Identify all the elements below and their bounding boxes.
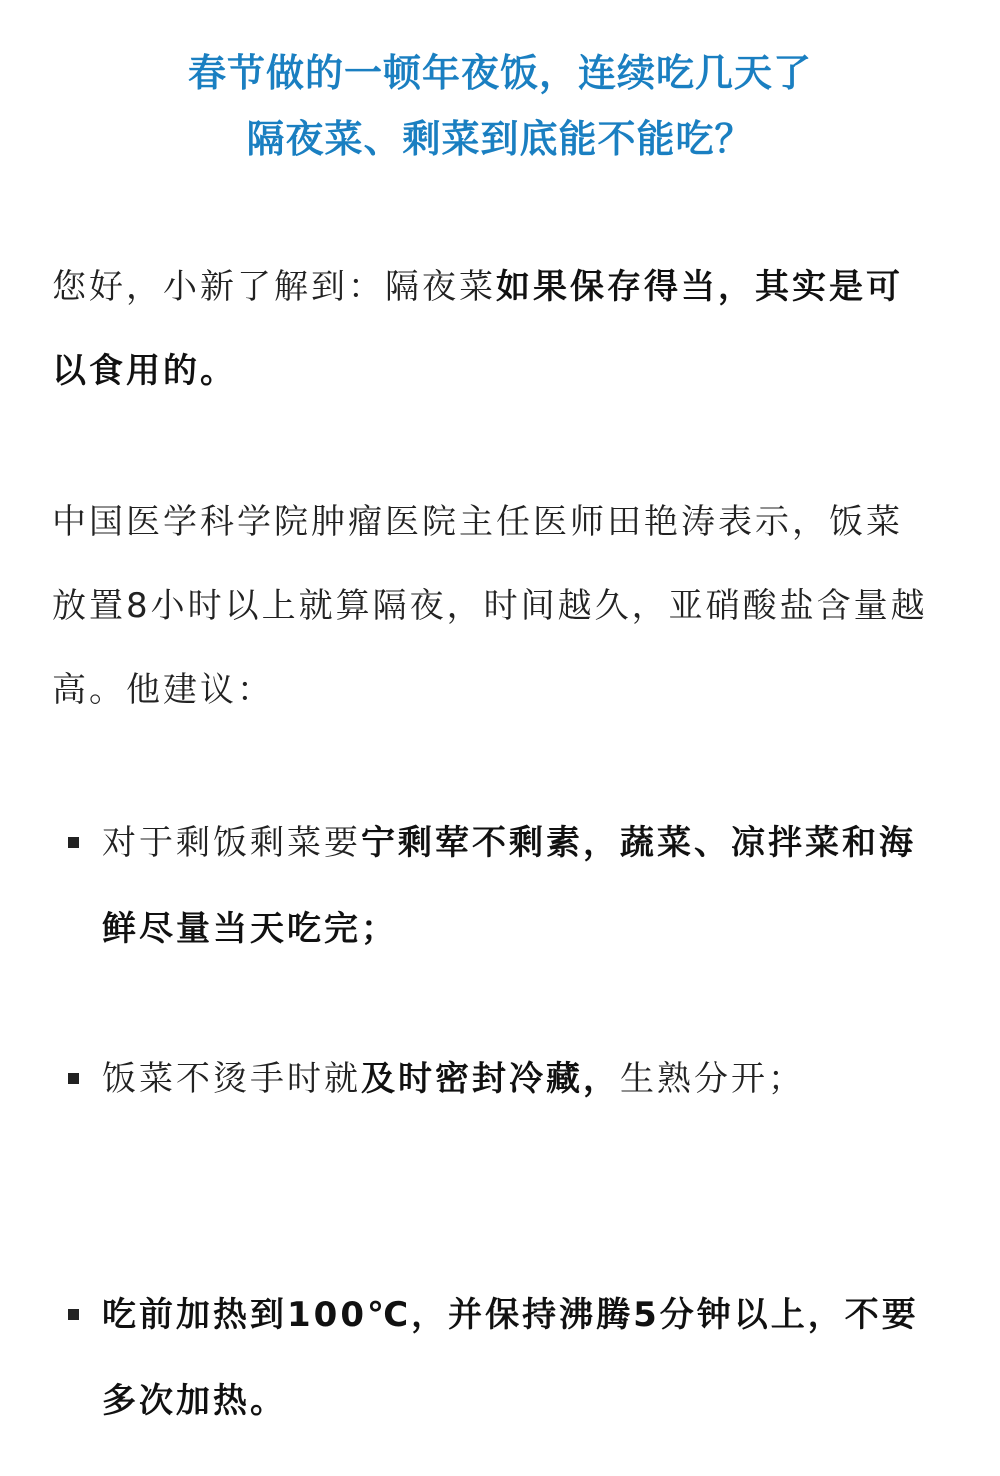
expert-text: 中国医学科学院肿瘤医院主任医师田艳涛表示，饭菜放置8小时以上就算隔夜，时间越久，亚硝酸盐含量越高。他建议：	[52, 502, 928, 710]
suggestion-item-3	[52, 1272, 932, 1444]
suggestion-3-bold: 吃前加热到100℃，并保持沸腾5分钟以上，不要多次加热。	[102, 1295, 919, 1421]
title-line-1: 春节做的一顿年夜饭，连续吃几天了	[187, 51, 812, 95]
intro-paragraph	[52, 245, 932, 413]
suggestion-item-1	[52, 800, 932, 972]
article-title	[0, 40, 1000, 172]
suggestion-item-2	[52, 1036, 932, 1122]
intro-bold-text: 如果保存得当，其实是可以食用的。	[52, 267, 903, 391]
square-bullet-icon	[68, 1073, 79, 1084]
intro-plain-text: 您好，小新了解到：隔夜菜	[52, 267, 496, 307]
square-bullet-icon	[68, 837, 79, 848]
square-bullet-icon	[68, 1309, 79, 1320]
suggestion-2-bold: 及时密封冷藏，	[361, 1059, 620, 1099]
suggestion-2-plain-after: 生熟分开；	[620, 1059, 805, 1099]
suggestion-2-plain: 饭菜不烫手时就	[102, 1059, 361, 1099]
expert-paragraph	[52, 480, 932, 732]
suggestion-1-plain: 对于剩饭剩菜要	[102, 823, 361, 863]
suggestion-1-bold: 宁剩荤不剩素，蔬菜、凉拌菜和海鲜尽量当天吃完；	[102, 823, 916, 949]
title-line-2: 隔夜菜、剩菜到底能不能吃？	[246, 117, 754, 161]
